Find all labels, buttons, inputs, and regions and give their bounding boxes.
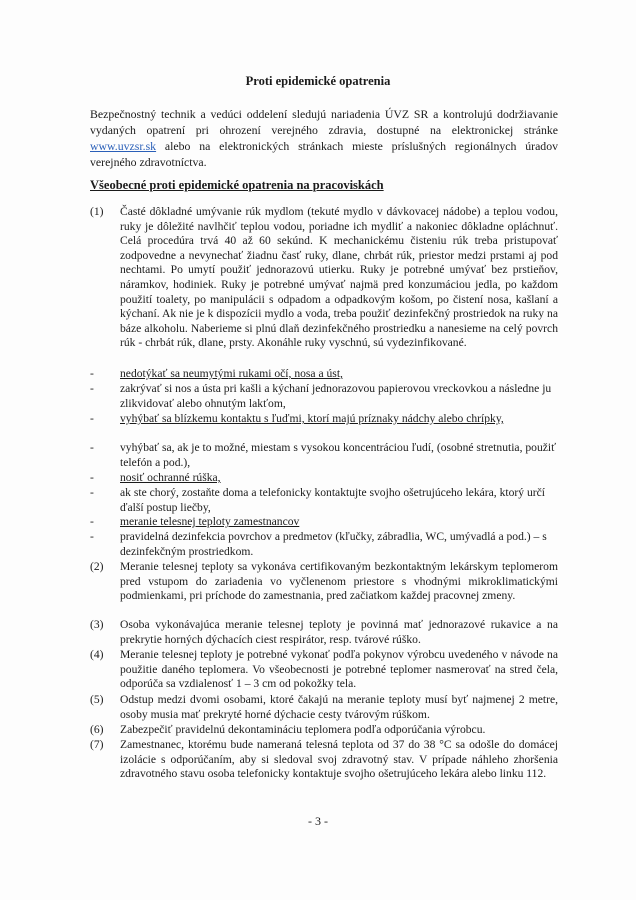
bullet-item [90,515,558,530]
bullet-text: meranie telesnej teploty zamestnancov [120,515,300,528]
bullet-text: vyhýbať sa blízkemu kontaktu s ľuďmi, ktorí majú príznaky nádchy alebo chrípky, [120,412,504,425]
bullet-item [90,486,558,515]
bullet-dash: - [90,441,94,454]
list-item-5 [90,693,558,722]
bullet-item [90,367,558,382]
list-item-1 [90,205,558,351]
bullet-item [90,382,558,411]
item-text: Zamestnanec, ktorému bude nameraná telesná teplota od 37 do 38 °C sa odošle do domácej izolácie s odporúčaním, aby si sledoval svoj zdravotný stav. V prípade náhleho zhoršenia zdravotného stavu osoba telefonicky kontaktuje svojho ošetrujúceho lekára alebo linku 112. [120,738,558,781]
intro-paragraph [90,106,558,170]
item-number: (3) [90,618,104,631]
bullet-text: pravidelná dezinfekcia povrchov a predmetov (kľučky, zábradlia, WC, umývadlá a pod.) – s dezinfekčným prostriedkom. [120,530,547,558]
list-item-7 [90,738,558,782]
bullet-text: nedotýkať sa neumytými rukami očí, nosa a úst, [120,367,343,380]
bullet-dash: - [90,530,94,543]
uvz-link[interactable]: www.uvzsr.sk [90,139,157,153]
bullet-dash: - [90,367,94,380]
item-number: (6) [90,723,104,736]
bullet-text: zakrývať si nos a ústa pri kašli a kýchaní jednorazovou papierovou vreckovkou a následne ju zlikvidovať alebo ohnutým lakťom, [120,382,552,410]
item-text: Meranie telesnej teploty sa vykonáva certifikovaným bezkontaktným lekárskym teplomerom pred vstupom do zariadenia vo vyčlenenom priestore s vhodnými mikroklimatickými podmienkami, pri príchode do zamestnania, pred začiatkom každej pracovnej zmeny. [120,560,558,603]
item-number: (2) [90,560,104,573]
page-number: - 3 - [308,814,328,828]
bullet-item [90,471,558,486]
list-item-6 [90,723,558,738]
section-heading: Všeobecné proti epidemické opatrenia na pracoviskách [90,178,384,192]
bullet-dash: - [90,471,94,484]
list-item-2 [90,560,558,604]
page-title: Proti epidemické opatrenia [245,74,391,88]
list-item-4 [90,648,558,692]
item-number: (4) [90,648,104,661]
bullet-item [90,441,558,470]
item-text: Osoba vykonávajúca meranie telesnej teploty je povinná mať jednorazové rukavice a na prekrytie horných dýchacích ciest respirátor, resp. tvárové rúško. [120,618,558,646]
list-item-3 [90,618,558,647]
bullet-item [90,530,558,559]
item-text: Meranie telesnej teploty je potrebné vykonať podľa pokynov výrobcu uvedeného v návode na použitie daného teplomera. Vo všeobecnosti je potrebné teplomer nasmerovať na stred čela, odporúča sa vzdialenosť 1 – 3 cm od pokožky tela. [120,648,558,691]
item-text: Zabezpečiť pravidelnú dekontamináciu teplomera podľa odporúčania výrobcu. [120,723,486,736]
item-number: (5) [90,693,104,706]
bullet-dash: - [90,515,94,528]
item-number: (1) [90,205,104,218]
bullet-dash: - [90,412,94,425]
bullet-text: ak ste chorý, zostaňte doma a telefonicky kontaktujte svojho ošetrujúceho lekára, ktorý určí ďalší postup liečby, [120,486,545,514]
intro-text-end: alebo na elektronických stránkach mieste príslušných regionálnych úradov verejného zdravotníctva. [90,139,559,169]
bullet-text: nosiť ochranné rúška, [120,471,221,484]
intro-text-start: Bezpečnostný technik a vedúci oddelení sledujú nariadenia ÚVZ SR a kontrolujú dodržiavanie vydaných opatrení pri ohrození verejného zdravia, dostupné na elektronickej stránke [90,107,558,137]
item-text: Odstup medzi dvomi osobami, ktoré čakajú na meranie teploty musí byť najmenej 2 metre, osoby musia mať prekryté horné dýchacie cesty tvárovým rúškom. [120,693,558,721]
bullet-dash: - [90,382,94,395]
item-number: (7) [90,738,104,751]
bullet-dash: - [90,486,94,499]
bullet-item [90,412,558,427]
bullet-text: vyhýbať sa, ak je to možné, miestam s vysokou koncentráciou ľudí, (osobné stretnutia, použiť telefón a pod.), [120,441,557,469]
item-text: Časté dôkladné umývanie rúk mydlom (tekuté mydlo v dávkovacej nádobe) a teplou vodou, ruky je dôležité navlhčiť teplou vodou, poriadne ich mydliť a nakoniec dôkladne opláchnuť. Celá procedúra trvá 40 až 60 sekúnd. K mechanickému čisteniu rúk treba pristupovať zodpovedne a nevynechať žiadnu časť ruky, dlane, chrbát rúk, priestor medzi prstami aj pod nechtami. Po umytí použiť jednorazovú utierku. Ruky je potrebné umývať bez prstieňov, náramkov, hodiniek. Ruky je potrebné umývať najmä pred konzumáciou jedla, po každom použití toalety, po manipulácii s odpadom a odpadkovým košom, po čistení nosa, kašlaní a kýchaní. Ak nie je k dispozícii mydlo a voda, treba použiť dezinfekčný prostriedok na ruky na báze alkoholu. Naberieme si plnú dlaň dezinfekčného prostriedku a nanesieme na celý povrch rúk - chrbát rúk, dlane, prsty. Akonáhle ruky vyschnú, sú vydezinfikované. [120,205,558,350]
